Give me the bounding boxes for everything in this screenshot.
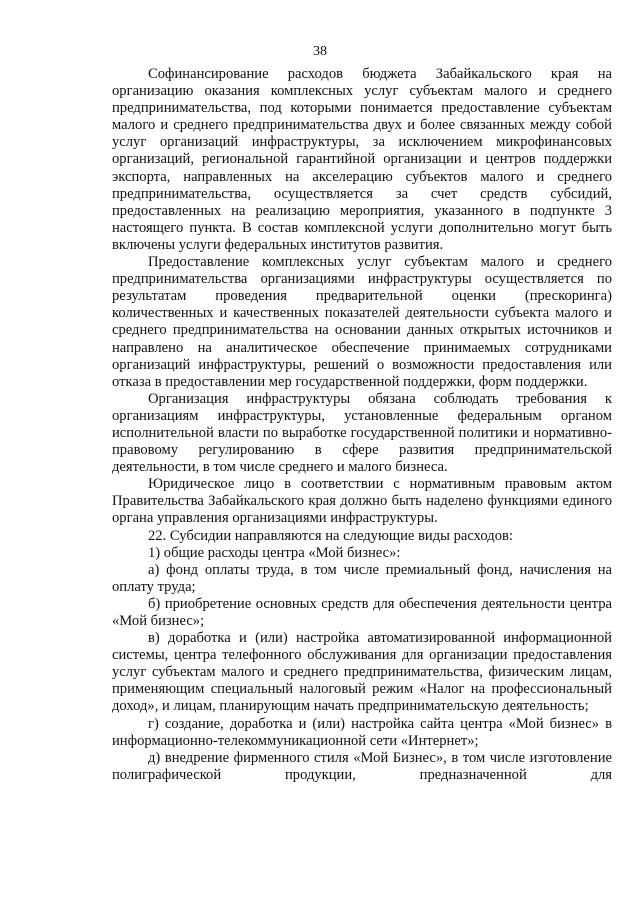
paragraph-item-b: б) приобретение основных средств для обеспечения деятельности центра «Мой бизнес»;: [112, 595, 612, 629]
page-number: 38: [313, 44, 327, 59]
paragraph-item-v: в) доработка и (или) настройка автоматизированной информационной системы, центра телефонного обслуживания для организации предоставления услуг субъектам малого и среднего предпринимательства, физическим лицам, применяющим специальный налоговый режим «Налог на профессиональный доход», и лицам, планирующим начать предпринимательскую деятельность;: [112, 630, 612, 715]
paragraph-cofinancing: Софинансирование расходов бюджета Забайкальского края на организацию оказания комплексных услуг субъектам малого и среднего предпринимательства, под которыми понимается предоставление субъектам малого и среднего предпринимательства двух и более связанных между собой услуг организаций инфраструктуры, за исключением микрофинансовых организаций, региональной гарантийной организации и центров поддержки экспорта, направленных на акселерацию субъектов малого и среднего предпринимательства, осуществляется за счет средств субсидий, предоставленных на реализацию мероприятия, указанного в подпункте 3 настоящего пункта. В состав комплексной услуги дополнительно могут быть включены услуги федеральных институтов развития.: [112, 66, 612, 253]
paragraph-item-g: г) создание, доработка и (или) настройка сайта центра «Мой бизнес» в информационно-телекоммуникационной сети «Интернет»;: [112, 715, 612, 749]
paragraph-item-d: д) внедрение фирменного стиля «Мой Бизнес», в том числе изготовление полиграфической продукции, предназначенной для: [112, 749, 612, 783]
paragraph-infrastructure-requirements: Организация инфраструктуры обязана соблюдать требования к организациям инфраструктуры, установленные федеральным органом исполнительной власти по выработке государственной политики и нормативно-правовому регулированию в сфере развития предпринимательской деятельности, в том числе среднего и малого бизнеса.: [112, 390, 612, 476]
document-body: [112, 66, 612, 784]
paragraph-item-a: а) фонд оплаты труда, в том числе премиальный фонд, начисления на оплату труда;: [112, 561, 612, 595]
paragraph-item-22: 22. Субсидии направляются на следующие виды расходов:: [148, 527, 513, 544]
paragraph-legal-entity: Юридическое лицо в соответствии с нормативным правовым актом Правительства Забайкальского края должно быть наделено функциями единого органа управления организациями инфраструктуры.: [112, 476, 612, 527]
paragraph-item-1: 1) общие расходы центра «Мой бизнес»:: [148, 544, 401, 561]
paragraph-complex-services: Предоставление комплексных услуг субъектам малого и среднего предпринимательства организациями инфраструктуры осуществляется по результатам проведения предварительной оценки (прескоринга) количественных и качественных показателей деятельности субъекта малого и среднего предпринимательства на основании данных открытых источников и направлено на аналитическое обеспечение принимаемых сотрудниками организаций инфраструктуры, решений о возможности предоставления или отказа в предоставлении мер государственной поддержки, форм поддержки.: [112, 254, 612, 390]
